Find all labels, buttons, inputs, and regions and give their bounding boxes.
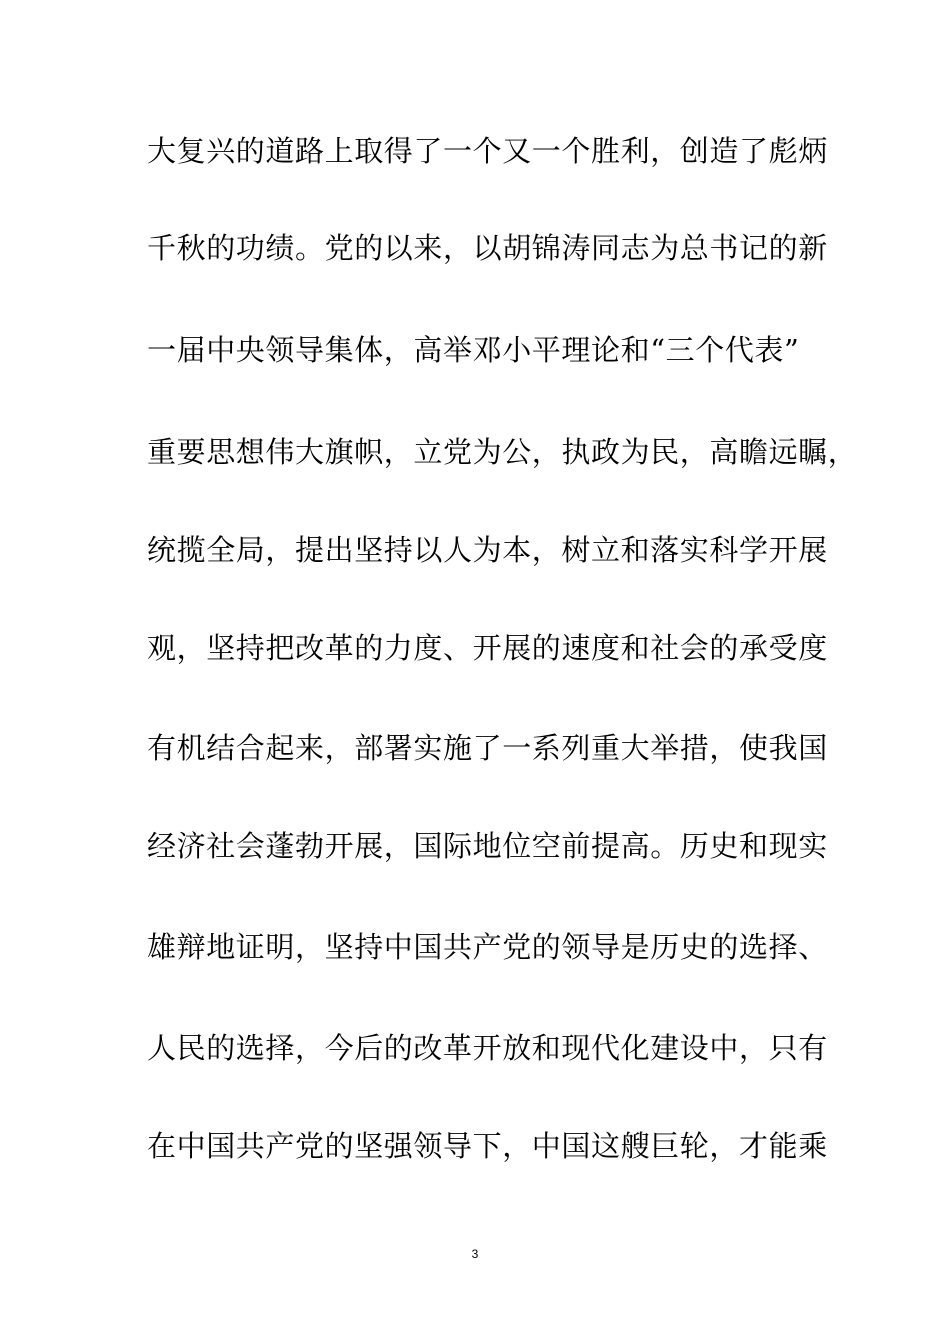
- text-line: 在中国共产党的坚强领导下，中国这艘巨轮，才能乘: [147, 1129, 828, 1163]
- text-line: 大复兴的道路上取得了一个又一个胜利，创造了彪炳: [147, 134, 828, 168]
- text-line: 有机结合起来，部署实施了一系列重大举措，使我国: [147, 731, 828, 765]
- text-line: 重要思想伟大旗帜，立党为公，执政为民，高瞻远瞩，: [147, 435, 858, 469]
- text-line: 人民的选择，今后的改革开放和现代化建设中，只有: [147, 1031, 828, 1065]
- text-line: 雄辩地证明，坚持中国共产党的领导是历史的选择、: [147, 930, 828, 964]
- text-line: 千秋的功绩。党的以来，以胡锦涛同志为总书记的新: [147, 231, 828, 265]
- page-number: 3: [471, 1247, 479, 1261]
- text-line: 经济社会蓬勃开展，国际地位空前提高。历史和现实: [147, 829, 828, 863]
- text-line: 统揽全局，提出坚持以人为本，树立和落实科学开展: [147, 533, 828, 567]
- text-line: 观，坚持把改革的力度、开展的速度和社会的承受度: [147, 631, 828, 665]
- text-line: 一届中央领导集体，高举邓小平理论和“三个代表”: [147, 333, 800, 367]
